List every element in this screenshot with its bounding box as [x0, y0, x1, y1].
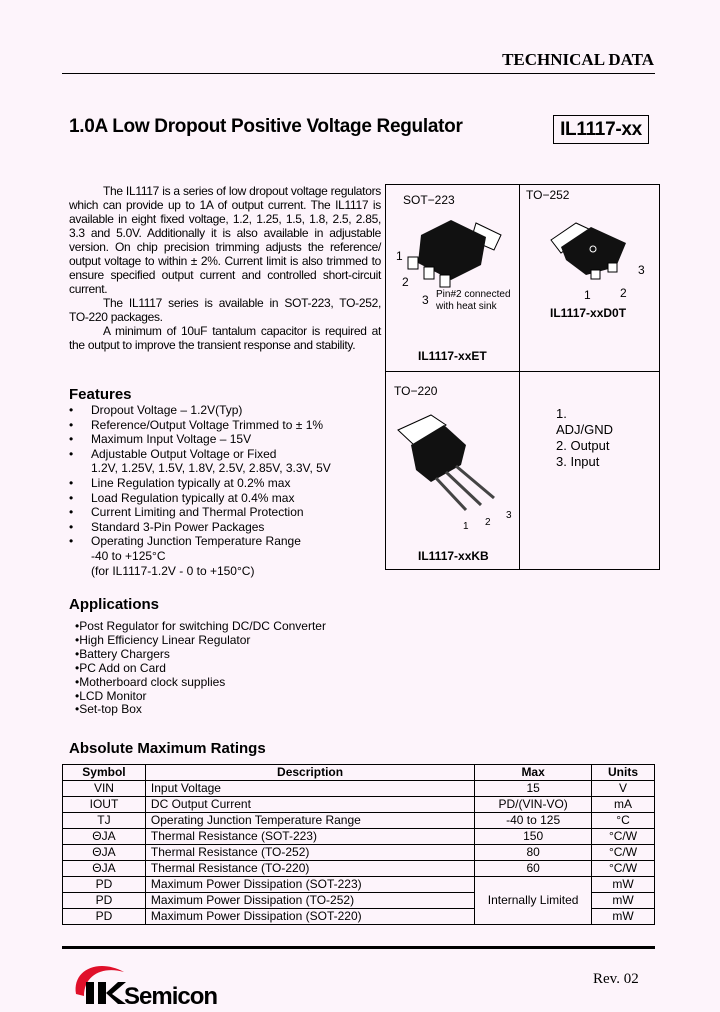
to220-package-icon: [396, 410, 506, 520]
table-header-row: [63, 765, 655, 781]
pin-label: 3: [422, 293, 429, 307]
list-item: • PC Add on Card: [75, 662, 326, 676]
pin-label: 1: [584, 288, 591, 302]
column-header: Max: [475, 765, 592, 781]
units-cell: mA: [592, 797, 655, 813]
symbol-cell: PD: [63, 877, 146, 893]
pin-label: 1: [463, 521, 469, 532]
header-label: TECHNICAL DATA: [502, 50, 654, 69]
to252-part: IL1117-xxD0T: [550, 306, 627, 320]
table-row: [63, 877, 655, 893]
pin-label: 3: [638, 263, 645, 277]
list-item: • Post Regulator for switching DC/DC Converter: [75, 620, 326, 634]
table-row: [63, 797, 655, 813]
pin-label: 2: [485, 517, 491, 528]
intro-paragraph: A minimum of 10uF tantalum capacitor is required at the output to improve the transient response and stability.: [69, 324, 381, 352]
pinout-item: 1.: [556, 406, 567, 421]
applications-list: [75, 620, 326, 717]
list-item: • Maximum Input Voltage – 15V: [69, 432, 331, 447]
list-item: • Line Regulation typically at 0.2% max: [69, 476, 331, 491]
description-cell: Thermal Resistance (TO-252): [145, 845, 474, 861]
iksemicon-logo: [68, 958, 258, 1006]
max-cell: PD/(VIN-VO): [475, 797, 592, 813]
footer-divider: [62, 946, 655, 949]
to220-label: TO−220: [394, 384, 438, 398]
fixed-voltage-list: 1.2V, 1.25V, 1.5V, 1.8V, 2.5V, 2.85V, 3.3V, 5V: [91, 461, 331, 476]
symbol-cell: PD: [63, 909, 146, 925]
temp-range: -40 to +125°C: [91, 548, 166, 563]
description-cell: Input Voltage: [145, 781, 474, 797]
max-cell: 150: [475, 829, 592, 845]
to220-part: IL1117-xxKB: [418, 549, 489, 563]
symbol-cell: PD: [63, 893, 146, 909]
header-divider: [62, 73, 655, 74]
units-cell: °C: [592, 813, 655, 829]
list-item: • Load Regulation typically at 0.4% max: [69, 491, 331, 506]
symbol-cell: IOUT: [63, 797, 146, 813]
symbol-cell: ΘJA: [63, 829, 146, 845]
list-item: • High Efficiency Linear Regulator: [75, 634, 326, 648]
list-item: [69, 534, 331, 578]
table-row: [63, 829, 655, 845]
description-cell: Thermal Resistance (SOT-223): [145, 829, 474, 845]
column-header: Units: [592, 765, 655, 781]
package-grid: [385, 184, 660, 570]
list-item: • Current Limiting and Thermal Protection: [69, 505, 331, 520]
grid-divider: [386, 371, 659, 372]
units-cell: mW: [592, 909, 655, 925]
sot223-label: SOT−223: [403, 193, 455, 207]
table-row: [63, 845, 655, 861]
description-cell: Maximum Power Dissipation (TO-252): [145, 893, 474, 909]
table-row: [63, 781, 655, 797]
pin-label: 2: [620, 286, 627, 300]
description-cell: Maximum Power Dissipation (SOT-220): [145, 909, 474, 925]
grid-divider: [519, 185, 520, 569]
intro-paragraph: The IL1117 is a series of low dropout voltage regulators which can provide up to 1A of output current. The IL1117 is available in eight fixed voltage, 1.2, 1.25, 1.5, 1.8, 2.5, 2.85, 3.3 and 5.0V. Additionally it is also available in adjustable version. On chip precision trimming adjusts the reference/ output voltage to within ± 2%. Current limit is also trimmed to ensure specified output current and controlled short-circuit current.: [69, 184, 381, 296]
to252-package-icon: [546, 215, 636, 285]
sot223-part: IL1117-xxET: [418, 349, 487, 363]
page-title: 1.0A Low Dropout Positive Voltage Regulator: [69, 116, 463, 137]
sot223-package-icon: [406, 215, 506, 295]
units-cell: mW: [592, 893, 655, 909]
feature-text: Adjustable Output Voltage or Fixed: [91, 446, 277, 461]
max-cell: 15: [475, 781, 592, 797]
pin-label: 2: [402, 275, 409, 289]
description-cell: Maximum Power Dissipation (SOT-223): [145, 877, 474, 893]
list-item: • Battery Chargers: [75, 648, 326, 662]
intro-text: [69, 184, 381, 352]
table-row: [63, 861, 655, 877]
column-header: Description: [145, 765, 474, 781]
max-cell: 60: [475, 861, 592, 877]
max-cell: Internally Limited: [475, 877, 592, 925]
ratings-heading: Absolute Maximum Ratings: [69, 740, 266, 757]
to252-label: TO−252: [526, 188, 570, 202]
feature-text: Operating Junction Temperature Range: [91, 534, 301, 549]
features-list: [69, 403, 331, 578]
applications-heading: Applications: [69, 596, 160, 613]
svg-text:Semicon: Semicon: [124, 983, 218, 1006]
units-cell: mW: [592, 877, 655, 893]
units-cell: V: [592, 781, 655, 797]
heat-sink-note: Pin#2 connected with heat sink: [436, 289, 511, 312]
units-cell: °C/W: [592, 845, 655, 861]
pinout-list: [556, 406, 613, 470]
column-header: Symbol: [63, 765, 146, 781]
description-cell: DC Output Current: [145, 797, 474, 813]
max-cell: 80: [475, 845, 592, 861]
list-item: • Motherboard clock supplies: [75, 676, 326, 690]
pinout-item: ADJ/GND: [556, 422, 614, 437]
symbol-cell: TJ: [63, 813, 146, 829]
part-number-box: IL1117-xx: [553, 115, 649, 144]
table-row: [63, 813, 655, 829]
list-item: [69, 447, 331, 476]
ratings-table: [62, 764, 655, 925]
list-item: • Dropout Voltage – 1.2V(Typ): [69, 403, 331, 418]
units-cell: °C/W: [592, 829, 655, 845]
list-item: • LCD Monitor: [75, 690, 326, 704]
symbol-cell: ΘJA: [63, 861, 146, 877]
units-cell: °C/W: [592, 861, 655, 877]
symbol-cell: VIN: [63, 781, 146, 797]
list-item: • Set-top Box: [75, 703, 326, 717]
description-cell: Thermal Resistance (TO-220): [145, 861, 474, 877]
symbol-cell: ΘJA: [63, 845, 146, 861]
list-item: • Standard 3-Pin Power Packages: [69, 520, 331, 535]
revision-label: Rev. 02: [593, 971, 639, 987]
features-heading: Features: [69, 386, 132, 403]
intro-paragraph: The IL1117 series is available in SOT-223, TO-252, TO-220 packages.: [69, 296, 381, 324]
max-cell: -40 to 125: [475, 813, 592, 829]
pin-label: 1: [396, 249, 403, 263]
pin-label: 3: [506, 510, 512, 521]
list-item: • Reference/Output Voltage Trimmed to ± 1%: [69, 418, 331, 433]
pinout-item: 3. Input: [556, 454, 600, 469]
temp-note: (for IL1117-1.2V - 0 to +150°C): [91, 563, 255, 578]
description-cell: Operating Junction Temperature Range: [145, 813, 474, 829]
pinout-item: 2. Output: [556, 438, 610, 453]
